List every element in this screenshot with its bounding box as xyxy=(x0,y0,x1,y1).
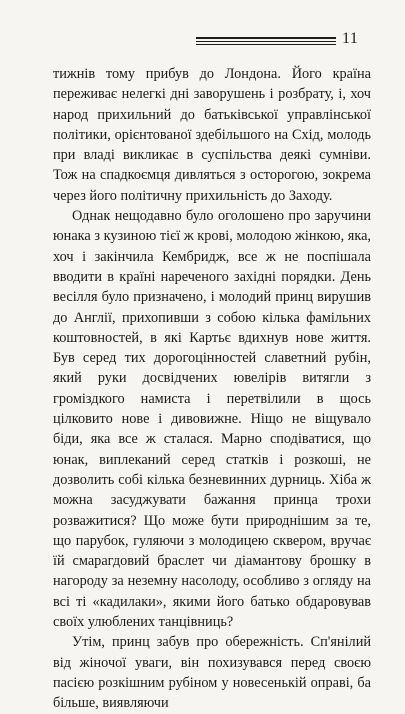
body-text xyxy=(53,64,371,714)
header-rule-thin xyxy=(196,44,336,45)
page-number: 11 xyxy=(342,30,359,47)
page-header xyxy=(0,30,405,50)
paragraph-3: Утім, принц забув про обережність. Сп'янілий від жіночої уваги, він похизувався перед своєю пасією розкішним рубіном у новесенькій оправі, ба більше, виявляючи xyxy=(53,634,371,712)
header-rules xyxy=(196,34,336,46)
header-rule-thick xyxy=(196,37,336,39)
paragraph-2: Однак нещодавно було оголошено про заручини юнака з кузиною тієї ж крові, молодою жінкою, яка, хоч і закінчила Кембридж, все ж не поспішала вводити в країні нареченого західні порядки. День весілля було призначено, і молодий принц вирушив до Англії, прихопивши з собою кілька фамільних коштовностей, в які Картьє вдихнув нове життя. Був серед тих дорогоцінностей славетний рубін, який руки досвідчених ювелірів витягли з громіздкого намиста і перетвілили в щось цілковито нове і дивовижне. Ніщо не віщувало біди, яка все ж сталася. Марно сподіватися, що юнак, виплеканий серед статків і розкоші, не дозволить собі кілька безневинних дурниць. Хіба ж можна засуджувати бажання принца трохи розважитися? Що може бути природнішим за те, що парубок, гуляючи з молодицею сквером, вручає їй смарагдовий браслет чи діамантову брошку в нагороду за неземну насолоду, особливо з огляду на всі ті «кадилаки», якими його батько обдаровував своїх улюблених танцівниць? xyxy=(53,208,371,631)
header-rule-thin xyxy=(196,41,336,42)
paragraph-1: тижнів тому прибув до Лондона. Його країна переживає нелегкі дні заворушень і розбрату, і, хоч народ прихильний до батьківської управлінської політики, орієнтованої здебільшого на Схід, молодь при владі викликає в суспільства деякі сумніви. Тож на спадкоємця дивляться з осторогою, зокрема через його політичну прихильність до Заходу. xyxy=(53,66,371,204)
